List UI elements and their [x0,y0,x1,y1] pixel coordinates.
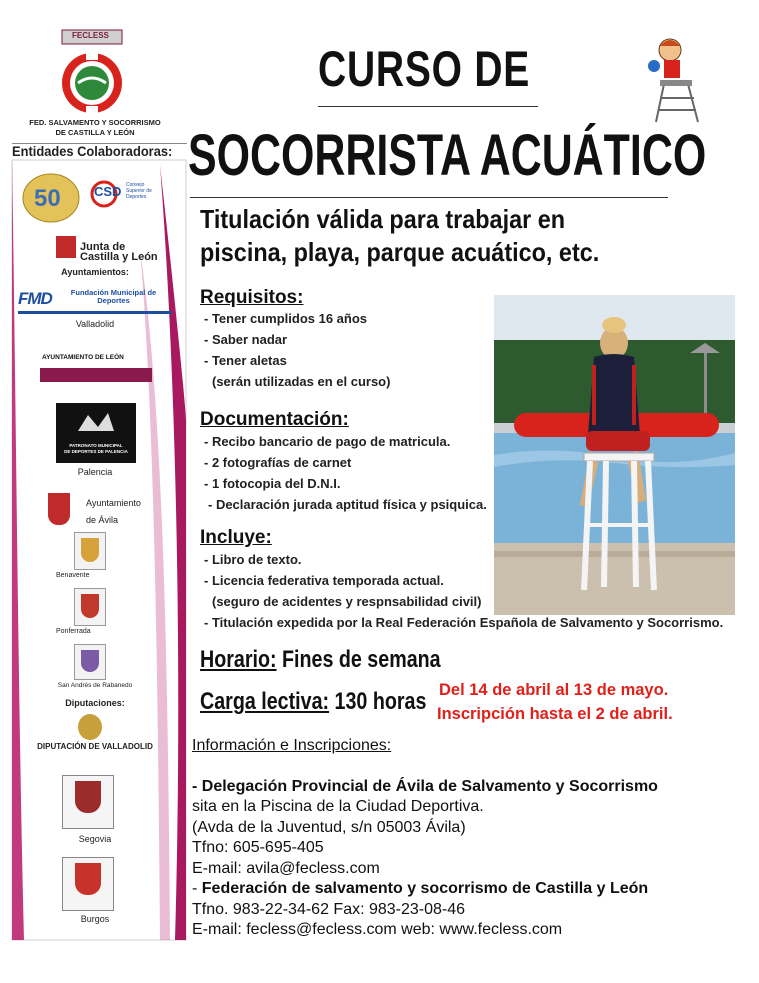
csd-sub: Consejo Superior de Deportes [126,182,152,200]
ayto-leon-text: AYUNTAMIENTO DE LEÓN [42,354,124,361]
subtitle-line2: piscina, playa, parque acuático, etc. [200,237,600,267]
anniversary-logo [20,168,82,226]
dip-valladolid-seal-icon [78,714,102,740]
info-heading: Información e Inscripciones: [192,737,392,754]
junta-line2: Castilla y León [80,251,158,263]
federation-name-line2: DE CASTILLA Y LEÓN [55,128,135,137]
subtitle [200,203,599,269]
junta-line1: Junta de [80,241,126,253]
horario [200,646,441,674]
lifeguard-cartoon [636,36,714,124]
info-email2: E-mail: fecless@fecless.com web: www.fecless.com [192,921,563,938]
info-sita: sita en la Piscina de la Ciudad Deportiva. [192,798,484,815]
csd-logo [90,178,160,210]
info-tfno1: Tfno: 605-695-405 [192,839,324,856]
federation-name-line1: FED. SALVAMENTO Y SOCORRISMO [29,118,161,127]
entidades-heading: Entidades Colaboradoras: [12,143,173,159]
list-item: - Licencia federativa temporada actual. [204,573,444,588]
incluye-heading: Incluye: [200,527,272,548]
lifeguard-photo [494,295,735,615]
avila-line1: Ayuntamiento [86,498,141,508]
carga-lectiva [200,688,426,716]
patronato-text [56,443,136,455]
san-andres-shield-icon [74,644,106,680]
fmd-name: Fundación Municipal de Deportes [70,288,157,305]
title-rule-1 [318,106,538,107]
info-block [192,736,658,941]
info-direccion: (Avda de la Juventud, s/n 05003 Ávila) [192,818,466,836]
list-item: - Tener aletas [204,353,287,368]
list-item: - 1 fotocopia del D.N.I. [204,476,341,491]
federation-name [0,118,190,138]
sidebar [0,0,190,983]
list-item: (seguro de acidentes y respnsabilidad civil) [212,594,482,609]
requisitos-heading: Requisitos: [200,287,304,308]
list-item: - Recibo bancario de pago de matricula. [204,434,451,449]
ponferrada-label: Ponferrada [56,628,91,635]
carga-value: 130 horas [329,688,427,715]
ayuntamientos-heading: Ayuntamientos: [61,267,129,277]
fechas-line2: Inscripción hasta el 2 de abril. [437,705,673,723]
benavente-label: Benavente [56,572,90,579]
info-federacion: Federación de salvamento y socorrismo de Castilla y León [201,880,649,897]
segovia-label: Segovia [78,834,112,844]
list-item: - Tener cumplidos 16 años [204,311,368,326]
burgos-seal-icon [62,857,114,911]
list-item: - Libro de texto. [204,552,302,567]
fmd-logo [18,287,172,314]
info-delegacion: - Delegación Provincial de Ávila de Salvamento y Socorrismo [192,777,658,795]
info-tfno2: Tfno. 983-22-34-62 Fax: 983-23-08-46 [192,900,466,918]
fechas-line1: Del 14 de abril al 13 de mayo. [439,681,669,699]
requisitos-list [204,308,390,392]
ayto-leon-logo [40,346,152,382]
carga-label: Carga lectiva: [200,688,330,715]
subtitle-line1: Titulación válida para trabajar en [200,204,566,234]
avila-shield-icon [48,493,70,525]
title-line2: SOCORRISTA ACUÁTICO [188,123,707,188]
san-andres-label: San Andrés de Rabanedo [57,682,133,689]
patronato-palencia-logo [56,403,136,463]
documentacion-heading: Documentación: [200,409,349,430]
info-federacion-prefix: - [192,880,202,897]
list-item: (serán utilizadas en el curso) [212,374,391,389]
ponferrada-shield-icon [74,588,106,626]
patronato-line1: PATRONATO MUNICIPAL [69,443,123,448]
documentacion-list [204,431,487,515]
dip-valladolid-label: DIPUTACIÓN DE VALLADOLID [37,742,153,751]
fecless-logo [56,28,128,118]
palencia-label: Palencia [77,467,113,477]
info-federacion-line [192,879,658,900]
junta-shield-icon [56,236,76,258]
benavente-shield-icon [74,532,106,570]
list-item: - Titulación expedida por la Real Federación Española de Salvamento y Socorrismo. [204,615,724,630]
fecless-banner-text: FECLESS [72,31,109,40]
segovia-seal-icon [62,775,114,829]
horario-value: Fines de semana [276,646,441,673]
list-item: - 2 fotografías de carnet [204,455,352,470]
avila-text [86,495,141,529]
svg-text:50: 50 [34,185,61,212]
fmd-label: FMD [18,289,52,308]
list-item: - Saber nadar [204,332,288,347]
avila-line2: de Ávila [86,515,119,525]
info-email1: E-mail: avila@fecless.com [192,859,380,877]
valladolid-label: Valladolid [75,319,115,329]
list-item: - Declaración jurada aptitud física y psiquica. [208,497,487,512]
horario-label: Horario: [200,646,277,673]
csd-label: CSD [94,184,122,199]
title-rule-2 [190,197,668,198]
patronato-line2: DE DEPORTES DE PALENCIA [64,449,128,454]
diputaciones-heading: Diputaciones: [65,698,125,708]
junta-logo-text [80,242,158,262]
title-line1: CURSO DE [318,41,531,97]
burgos-label: Burgos [80,914,110,924]
